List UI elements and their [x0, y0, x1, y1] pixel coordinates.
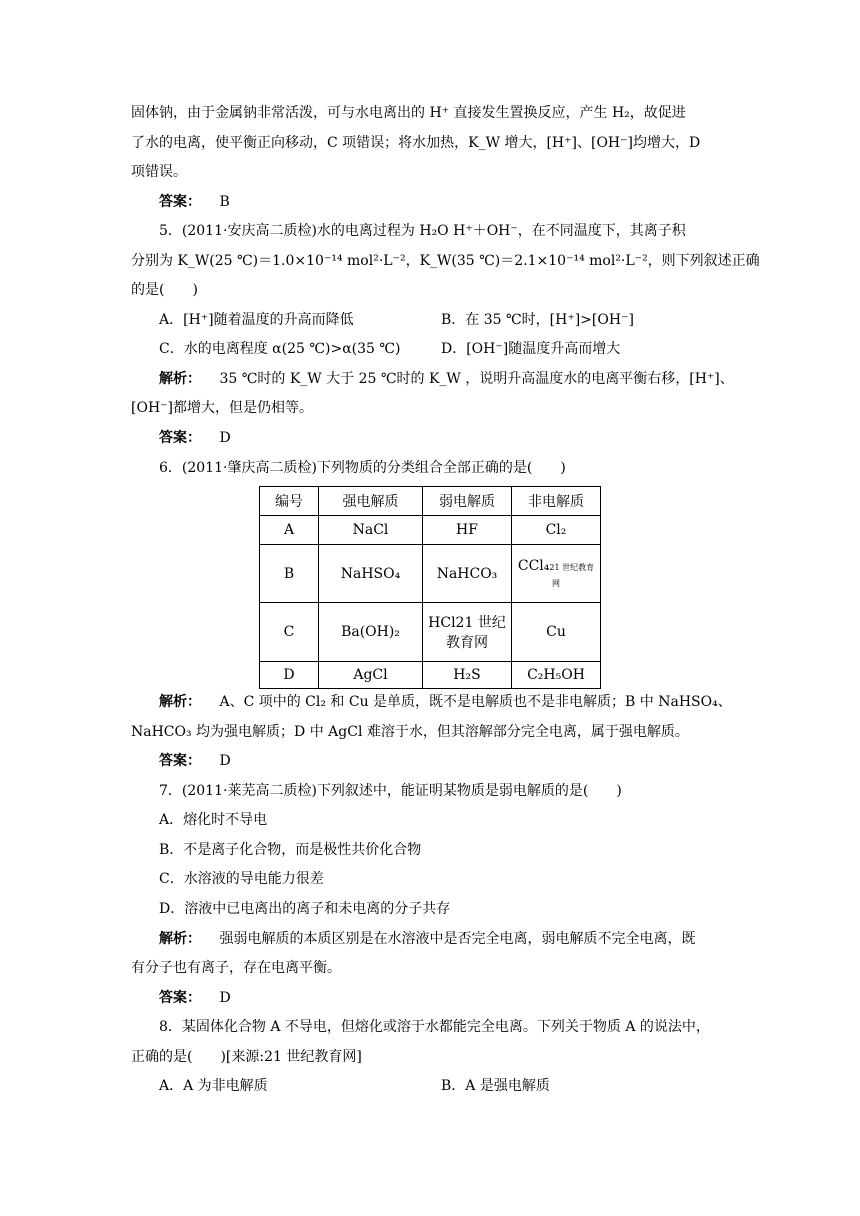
table-cell: C: [260, 603, 319, 662]
question-text: 正确的是( )[来源:21 世纪教育网]: [131, 1049, 362, 1065]
table-cell: AgCl: [319, 662, 423, 689]
option-a: A．熔化时不导电: [159, 812, 268, 828]
answer-line: [0, 428, 860, 452]
text-line: [0, 133, 860, 157]
table-cell: C₂H₅OH: [512, 662, 601, 689]
explanation-line: [0, 692, 860, 716]
table-row: [260, 516, 601, 545]
answer-label: 答案：: [159, 194, 201, 210]
cell-formula: CCl₄: [517, 557, 550, 574]
table-row: [260, 603, 601, 662]
question-text: 的是( ): [131, 282, 198, 298]
question-line: [0, 280, 860, 304]
explanation-line: [0, 958, 860, 982]
answer-value: D: [219, 430, 231, 446]
explanation-text: 35 ℃时的 K_W 大于 25 ℃时的 K_W ，说明升高温度水的电离平衡右移，[H⁺]、: [219, 371, 734, 387]
question-line: [0, 1017, 860, 1041]
explanation-line: [0, 929, 860, 953]
table-cell: NaHCO₃: [423, 545, 512, 603]
explanation-line: [0, 722, 860, 746]
question-line: [0, 221, 860, 245]
table-header-cell: 非电解质: [512, 487, 601, 516]
explanation-text: A、C 项中的 Cl₂ 和 Cu 是单质，既不是电解质也不是非电解质；B 中 NaHSO₄、: [219, 694, 732, 710]
table-cell: B: [260, 545, 319, 603]
table-cell: Cu: [512, 603, 601, 662]
table-cell: D: [260, 662, 319, 689]
question-line: [0, 251, 860, 275]
table-cell: A: [260, 516, 319, 545]
explanation-text: [OH⁻]都增大，但是仍相等。: [131, 400, 313, 416]
table-cell: NaCl: [319, 516, 423, 545]
question-text: 8．某固体化合物 A 不导电，但熔化或溶于水都能完全电离。下列关于物质 A 的说法中，: [159, 1019, 710, 1035]
table-header-row: [260, 487, 601, 516]
paragraph-text: 固体钠，由于金属钠非常活泼，可与水电离出的 H⁺ 直接发生置换反应，产生 H₂，故促进: [131, 105, 686, 121]
answer-value: D: [219, 990, 231, 1006]
answer-line: [0, 751, 860, 775]
table-cell: Ba(OH)₂: [319, 603, 423, 662]
answer-label: 答案：: [159, 430, 201, 446]
table-cell: H₂S: [423, 662, 512, 689]
answer-line: [0, 192, 860, 216]
table-cell: [512, 545, 601, 603]
table-row: [260, 545, 601, 603]
explanation-text: NaHCO₃ 均为强电解质；D 中 AgCl 难溶于水，但其溶解部分完全电离，属于强电解质。: [131, 724, 689, 740]
table-row: [260, 662, 601, 689]
answer-value: D: [219, 753, 231, 769]
classification-table: [259, 486, 601, 689]
table-header-cell: 弱电解质: [423, 487, 512, 516]
option-c: C．水溶液的导电能力很差: [159, 871, 324, 887]
answer-label: 答案：: [159, 753, 201, 769]
explanation-label: 解析：: [159, 371, 201, 387]
question-line: [0, 458, 860, 482]
cell-text: HCl21 世纪: [428, 615, 506, 631]
option-a: A．[H⁺]随着温度的升高而降低: [159, 312, 354, 328]
question-text: 6．(2011·肇庆高二质检)下列物质的分类组合全部正确的是( ): [159, 460, 566, 476]
option-d: D．溶液中已电离出的离子和未电离的分子共存: [159, 901, 451, 917]
explanation-line: [0, 398, 860, 422]
table-cell: HF: [423, 516, 512, 545]
explanation-label: 解析：: [159, 694, 201, 710]
answer-line: [0, 988, 860, 1012]
option-d: D．[OH⁻]随温度升高而增大: [441, 341, 621, 357]
answer-value: B: [219, 194, 230, 210]
question-line: [0, 1047, 860, 1071]
option-a: A．A 为非电解质: [159, 1078, 268, 1094]
text-line: [0, 162, 860, 186]
cell-note: 网: [552, 578, 560, 588]
table-cell: Cl₂: [512, 516, 601, 545]
table-cell: [423, 603, 512, 662]
explanation-text: 强弱电解质的本质区别是在水溶液中是否完全电离，弱电解质不完全电离，既: [219, 931, 696, 947]
text-line: [0, 103, 860, 127]
question-text: 5．(2011·安庆高二质检)水的电离过程为 H₂O H⁺＋OH⁻，在不同温度下，其离子积: [159, 223, 686, 239]
table-header-cell: 编号: [260, 487, 319, 516]
cell-note: 教育网: [446, 635, 488, 651]
cell-note: 21 世纪教育: [549, 562, 595, 572]
paragraph-text: 项错误。: [131, 164, 187, 180]
explanation-line: [0, 369, 860, 393]
explanation-label: 解析：: [159, 931, 201, 947]
paragraph-text: 了水的电离，使平衡正向移动，C 项错误；将水加热，K_W 增大，[H⁺]、[OH⁻]均增大，D: [131, 135, 701, 151]
option-b: B．不是离子化合物，而是极性共价化合物: [159, 842, 422, 858]
question-text: 7．(2011·莱芜高二质检)下列叙述中，能证明某物质是弱电解质的是( ): [159, 783, 622, 799]
table-cell: NaHSO₄: [319, 545, 423, 603]
answer-label: 答案：: [159, 990, 201, 1006]
question-text: 分别为 K_W(25 ℃)＝1.0×10⁻¹⁴ mol²·L⁻²，K_W(35 ℃)＝2.1×10⁻¹⁴ mol²·L⁻²，则下列叙述正确: [131, 253, 760, 269]
question-line: [0, 781, 860, 805]
explanation-text: 有分子也有离子，存在电离平衡。: [131, 960, 341, 976]
option-b: B．A 是强电解质: [441, 1078, 550, 1094]
table-header-cell: 强电解质: [319, 487, 423, 516]
option-b: B．在 35 ℃时，[H⁺]>[OH⁻]: [441, 312, 634, 328]
option-c: C．水的电离程度 α(25 ℃)>α(35 ℃): [159, 341, 401, 357]
